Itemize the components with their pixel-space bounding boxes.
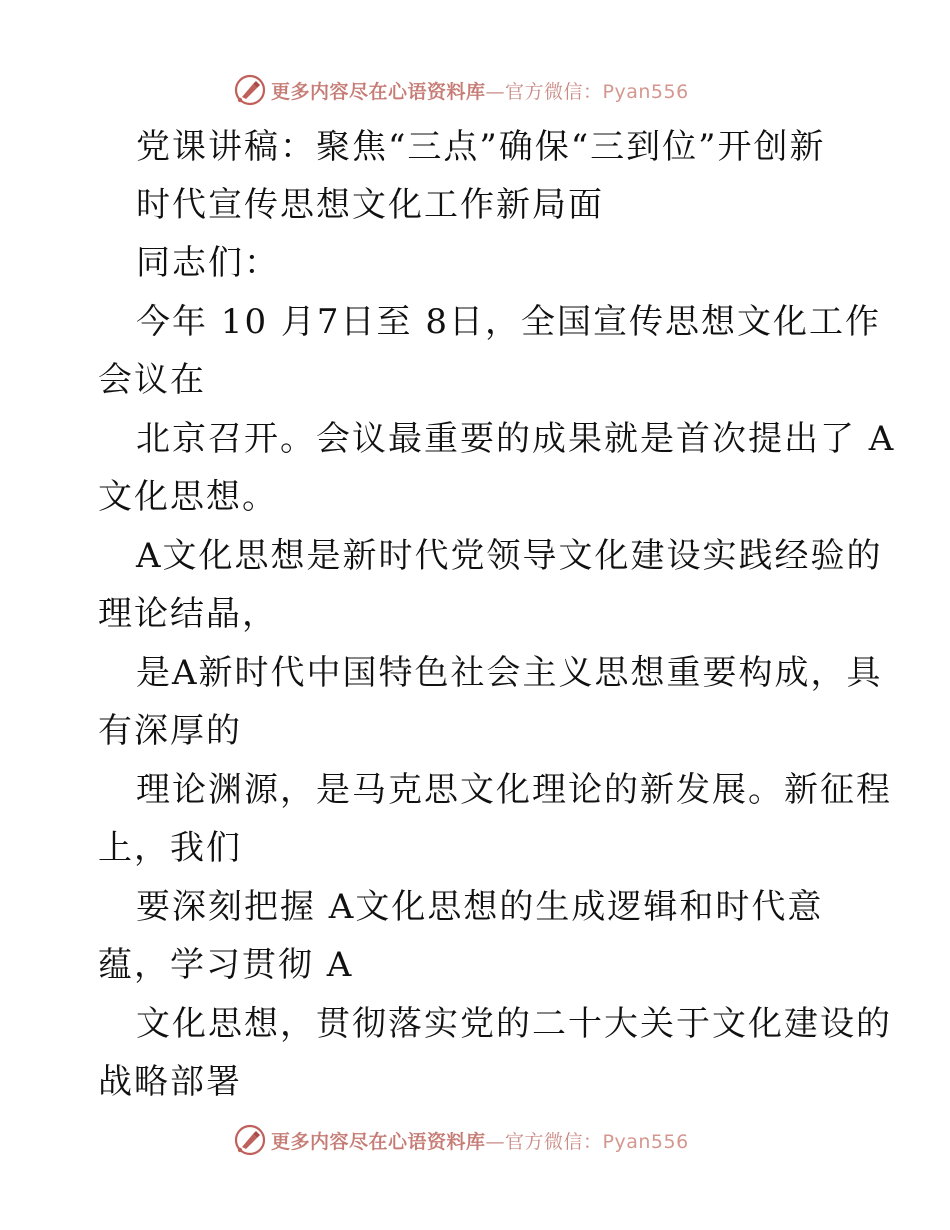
paragraph-line: 是A新时代中国特色社会主义思想重要构成，具 bbox=[136, 653, 883, 693]
paragraph-line: 要深刻把握 A文化思想的生成逻辑和时代意 bbox=[136, 887, 824, 927]
paragraph-line: 理论结晶， bbox=[98, 594, 278, 634]
footer-watermark bbox=[233, 1120, 689, 1160]
paragraph-line: 会议在 bbox=[98, 360, 206, 400]
header-watermark bbox=[233, 70, 689, 110]
watermark-text bbox=[271, 77, 689, 104]
paragraph-line: A文化思想是新时代党领导文化建设实践经验的 bbox=[136, 536, 883, 576]
paragraph-line: 上，我们 bbox=[98, 828, 242, 868]
watermark-wechat-id: Pyan556 bbox=[602, 1130, 689, 1153]
paragraph-line: 战略部署 bbox=[98, 1062, 242, 1102]
paragraph-line: 有深厚的 bbox=[98, 711, 242, 751]
paragraph-line: 文化思想，贯彻落实党的二十大关于文化建设的 bbox=[136, 1004, 892, 1044]
watermark-wechat-id: Pyan556 bbox=[602, 80, 689, 103]
salutation: 同志们： bbox=[136, 243, 280, 283]
watermark-separator: — bbox=[485, 1130, 506, 1153]
watermark-separator: — bbox=[485, 80, 506, 103]
paragraph-line: 北京召开。会议最重要的成果就是首次提出了 A bbox=[136, 419, 896, 459]
pen-nib-seal-icon bbox=[233, 1123, 267, 1157]
watermark-wechat-label: 官方微信： bbox=[505, 80, 603, 103]
document-title-line-2: 时代宣传思想文化工作新局面 bbox=[136, 185, 604, 225]
watermark-wechat-label: 官方微信： bbox=[505, 1130, 603, 1153]
watermark-main: 更多内容尽在心语资料库 bbox=[271, 80, 486, 103]
document-title-line-1: 党课讲稿：聚焦“三点”确保“三到位”开创新 bbox=[136, 127, 826, 167]
paragraph-line: 今年 10 月7日至 8日，全国宣传思想文化工作 bbox=[136, 302, 881, 342]
watermark-text bbox=[271, 1127, 689, 1154]
paragraph-line: 文化思想。 bbox=[98, 477, 278, 517]
paragraph-line: 理论渊源，是马克思文化理论的新发展。新征程 bbox=[136, 770, 892, 810]
paragraph-line: 蕴，学习贯彻 A bbox=[98, 945, 354, 985]
watermark-main: 更多内容尽在心语资料库 bbox=[271, 1130, 486, 1153]
pen-nib-seal-icon bbox=[233, 73, 267, 107]
